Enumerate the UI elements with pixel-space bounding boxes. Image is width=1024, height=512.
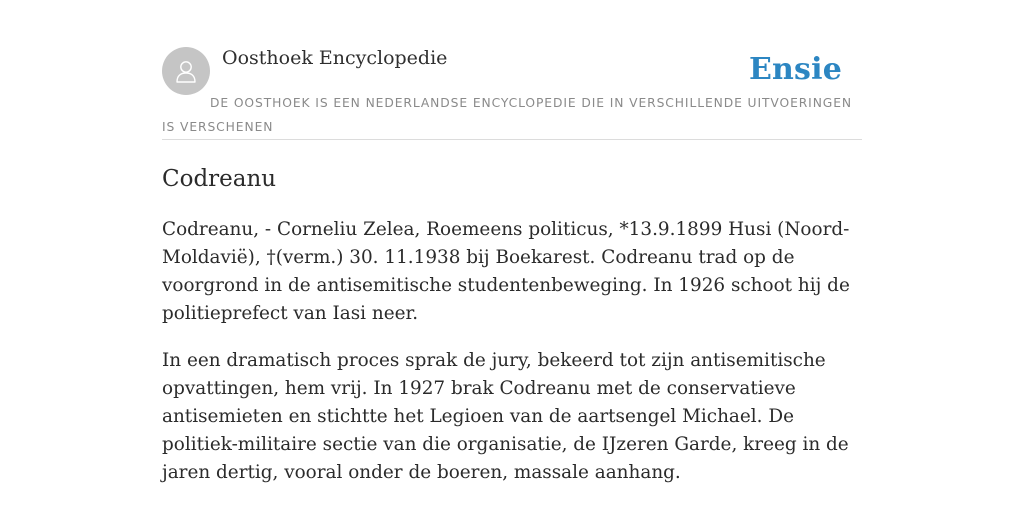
avatar[interactable] <box>162 47 210 95</box>
article-paragraph-1: Codreanu, - Corneliu Zelea, Roemeens politicus, *13.9.1899 Husi (Noord-Moldavië), †(verm.) 30. 11.1938 bij Boekarest. Codreanu trad op de voorgrond in de antisemitische studentenbeweging. In 1926 schoot hij de politieprefect van Iasi neer. <box>162 219 850 324</box>
article <box>162 162 862 487</box>
site-title[interactable]: Oosthoek Encyclopedie <box>222 47 448 69</box>
site-tagline: DE OOSTHOEK IS EEN NEDERLANDSE ENCYCLOPEDIE DIE IN VERSCHILLENDE UITVOERINGEN IS VERSCHENEN <box>162 96 853 134</box>
page-header <box>162 46 862 140</box>
user-icon <box>172 57 200 85</box>
brand-logo[interactable]: Ensie <box>748 52 842 87</box>
header-divider <box>162 139 862 140</box>
article-paragraph-2: In een dramatisch proces sprak de jury, bekeerd tot zijn antisemitische opvattingen, hem vrij. In 1927 brak Codreanu met de conservatieve antisemieten en stichtte het Legioen van de aartsengel Michael. De politiek-militaire sectie van die organisatie, de IJzeren Garde, kreeg in de jaren dertig, vooral onder de boeren, massale aanhang. <box>162 350 849 483</box>
article-title: Codreanu <box>162 166 277 192</box>
